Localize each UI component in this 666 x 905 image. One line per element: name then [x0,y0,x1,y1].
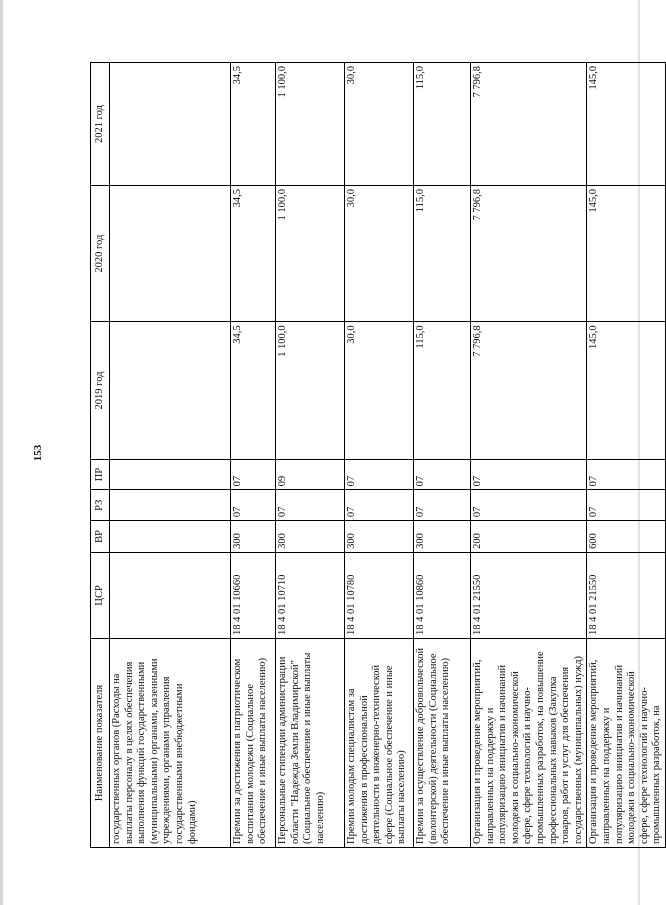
row-pr: 07 [587,459,666,490]
header-pr: ПР [91,459,110,490]
header-2019: 2019 год [91,322,110,459]
row-2021: 1 100,0 [276,63,345,186]
row-2021 [110,63,231,186]
row-csr: 18 4 01 21550 [471,552,587,638]
row-pr: 07 [414,459,471,490]
row-vr: 300 [345,521,414,553]
row-2019: 34,5 [231,322,276,459]
budget-table [90,62,666,848]
row-rz: 07 [345,490,414,521]
row-2019: 1 100,0 [276,322,345,459]
row-pr: 07 [345,459,414,490]
row-2019: 30,0 [345,322,414,459]
row-2021: 34,5 [231,63,276,186]
row-2019: 7 796,8 [471,322,587,459]
row-2020 [110,186,231,322]
row-csr: 18 4 01 10710 [276,552,345,638]
row-rz [110,490,231,521]
page-number: 153 [32,444,44,462]
row-pr [110,459,231,490]
row-csr: 18 4 01 10780 [345,552,414,638]
row-2021: 30,0 [345,63,414,186]
row-name: Премии молодым специалистам за достижения в профессиональной деятельности в инженерно-технической сфере (Социальное обеспечение и иные выплаты населению) [345,638,414,847]
row-rz: 07 [231,490,276,521]
row-csr: 18 4 01 21550 [587,552,666,638]
row-2020: 1 100,0 [276,186,345,322]
row-rz: 07 [471,490,587,521]
table-row [276,63,345,848]
table-row [110,63,231,848]
row-2020: 34,5 [231,186,276,322]
row-vr: 300 [231,521,276,553]
row-vr [110,521,231,553]
row-name: Организация и проведение мероприятий, направленных на поддержку и популяризацию инициатив и начинаний молодежи в социально-экономической сфере, сфере технологий и научно-промышленных разработок, на повышение профессиональных навыков (Закупка товаров, работ и услуг для обеспечения государственных (муниципальных) нужд) [471,638,587,847]
row-2021: 115,0 [414,63,471,186]
table-row [414,63,471,848]
row-pr: 07 [231,459,276,490]
row-name: Персональные стипендии администрации области "Надежда Земли Владимирской" (Социальное обеспечение и иные выплаты населению) [276,638,345,847]
table-row [587,63,666,848]
row-2020: 30,0 [345,186,414,322]
row-pr: 07 [471,459,587,490]
header-2020: 2020 год [91,186,110,322]
row-2019: 145,0 [587,322,666,459]
row-name: Премии за осуществление добровольческой (волонтерской) деятельности (Социальное обеспечение и иные выплаты населению) [414,638,471,847]
row-csr [110,552,231,638]
header-csr: ЦСР [91,552,110,638]
row-name: Организация и проведение мероприятий, направленных на поддержку и популяризацию инициатив и начинаний молодежи в социально-экономической сфере, сфере технологий и научно-промышленных разработок, на [587,638,666,847]
row-csr: 18 4 01 10660 [231,552,276,638]
row-2020: 145,0 [587,186,666,322]
table-row [471,63,587,848]
row-2020: 7 796,8 [471,186,587,322]
header-vr: ВР [91,521,110,553]
row-name: Премии за достижения в патриотическом воспитании молодежи (Социальное обеспечение и иные выплаты населению) [231,638,276,847]
table-row [231,63,276,848]
row-2020: 115,0 [414,186,471,322]
row-csr: 18 4 01 10860 [414,552,471,638]
row-2021: 145,0 [587,63,666,186]
row-vr: 200 [471,521,587,553]
row-vr: 300 [276,521,345,553]
header-2021: 2021 год [91,63,110,186]
row-name: государственных органов (Расходы на выплаты персоналу в целях обеспечения выполнения функций государственными (муниципальными) органами, казенными учреждениями, органами управления государственными внебюджетными фондами) [110,638,231,847]
row-vr: 600 [587,521,666,553]
row-2019: 115,0 [414,322,471,459]
header-row [91,63,110,848]
row-2021: 7 796,8 [471,63,587,186]
row-rz: 07 [587,490,666,521]
row-rz: 07 [276,490,345,521]
table-row [345,63,414,848]
row-rz: 07 [414,490,471,521]
row-pr: 09 [276,459,345,490]
budget-table-container [90,62,663,848]
header-name: Наименование показателя [91,638,110,847]
header-rz: РЗ [91,490,110,521]
row-vr: 300 [414,521,471,553]
row-2019 [110,322,231,459]
